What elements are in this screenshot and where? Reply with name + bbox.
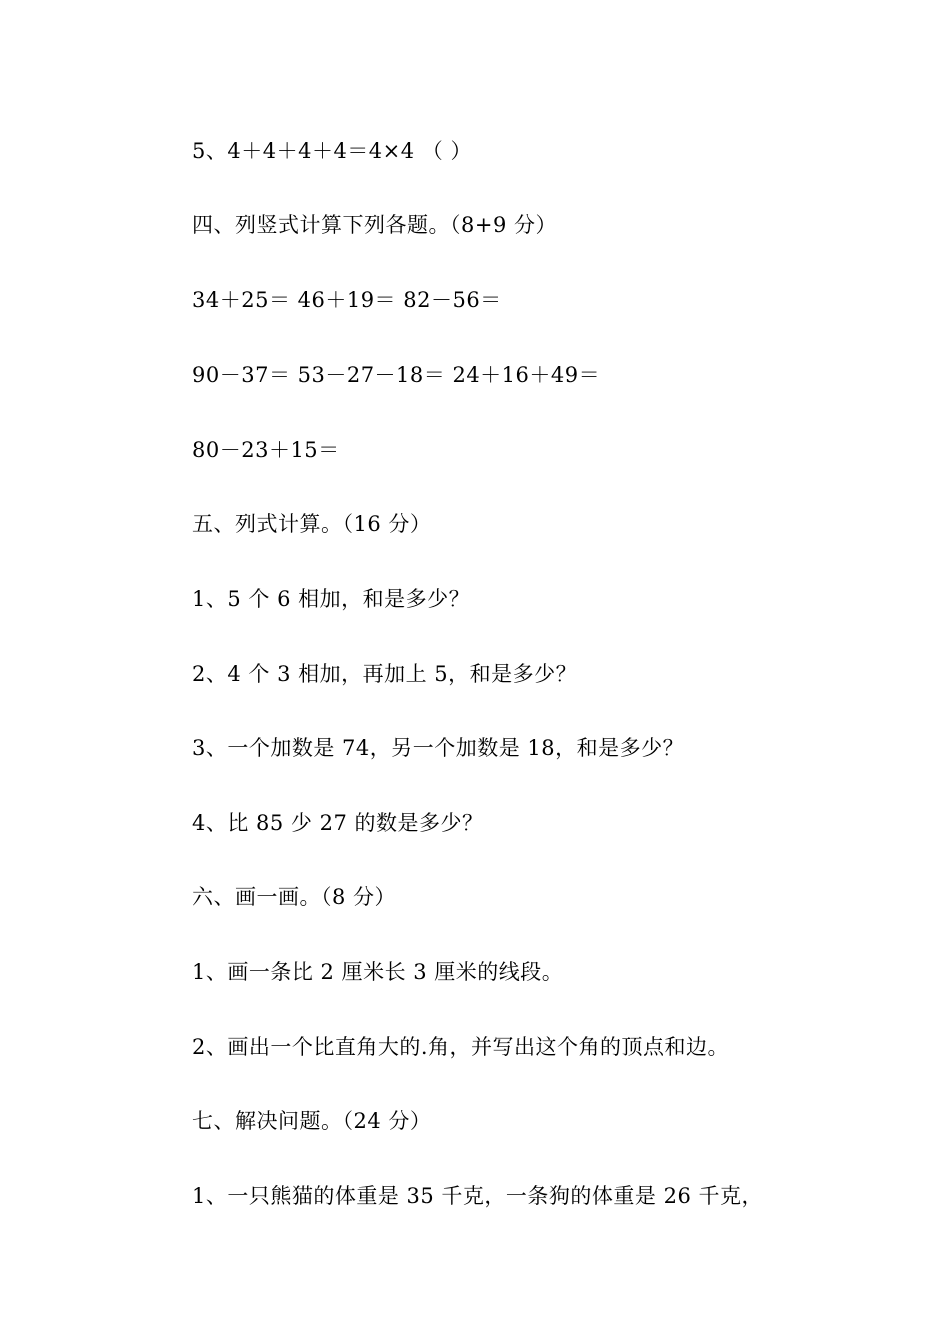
expression-question-1: 1、5 个 6 相加，和是多少？ bbox=[192, 587, 471, 611]
section-6-heading: 六、画一画。（8 分） bbox=[192, 885, 397, 909]
section-5-heading: 五、列式计算。（16 分） bbox=[192, 512, 432, 536]
expression-question-3: 3、一个加数是 74，另一个加数是 18，和是多少？ bbox=[192, 736, 685, 760]
vertical-calc-row-3: 80－23＋15＝ bbox=[192, 438, 340, 462]
expression-question-2: 2、4 个 3 相加，再加上 5，和是多少？ bbox=[192, 662, 578, 686]
section-7-heading: 七、解决问题。（24 分） bbox=[192, 1109, 432, 1133]
expression-question-4: 4、比 85 少 27 的数是多少？ bbox=[192, 811, 484, 835]
drawing-question-1: 1、画一条比 2 厘米长 3 厘米的线段。 bbox=[192, 960, 564, 984]
problem-question-1: 1、一只熊猫的体重是 35 千克，一条狗的体重是 26 千克， bbox=[192, 1184, 764, 1208]
question-5-true-false: 5、4＋4＋4＋4＝4×4 （ ） bbox=[192, 139, 472, 163]
drawing-question-2: 2、画出一个比直角大的.角，并写出这个角的顶点和边。 bbox=[192, 1035, 730, 1059]
section-4-heading: 四、列竖式计算下列各题。（8+9 分） bbox=[192, 213, 557, 237]
vertical-calc-row-1: 34＋25＝ 46＋19＝ 82－56＝ bbox=[192, 288, 502, 312]
vertical-calc-row-2: 90－37＝ 53－27－18＝ 24＋16＋49＝ bbox=[192, 363, 601, 387]
